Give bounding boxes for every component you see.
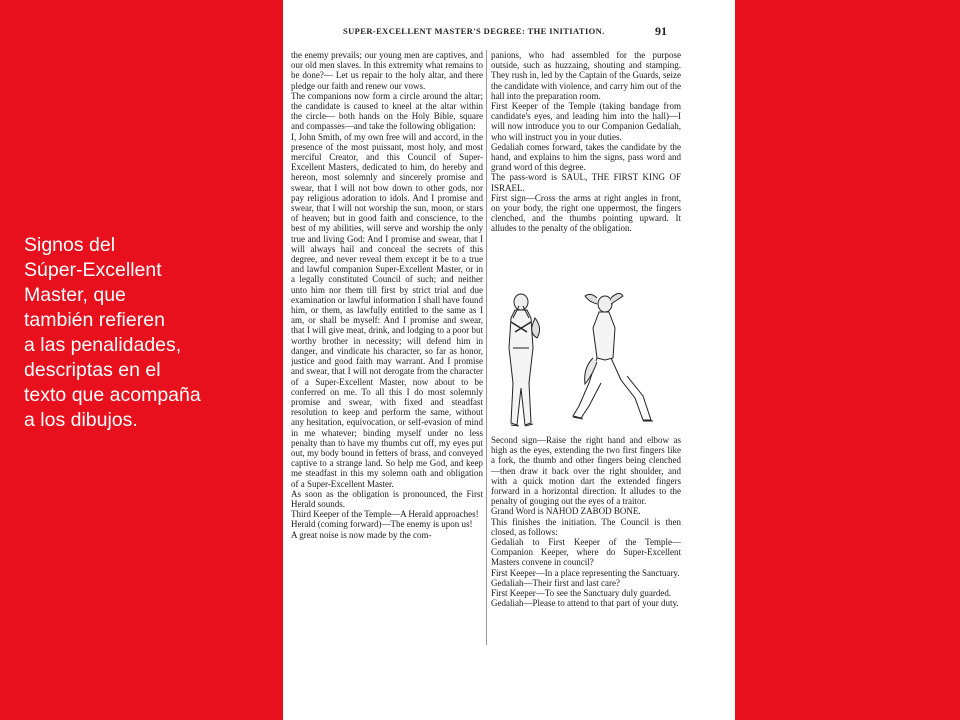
right-column-text-bottom: Second sign—Raise the right hand and elbow as high as the eyes, extending the two first fingers like a fork, the thumb and other fingers being clenched—then draw it back over the right shoulder, and with a quick motion dart the extended fingers forward in a horizontal direction. It alludes to the penalty of gouging out the eyes of a traitor. Grand Word is NAHOD ZABOD BONE. This finishes the initiation. The Council is then closed, as follows: Gedaliah to First Keeper of the Temple—Companion Keeper, where do Super-Excellent Masters convene in council? First Keeper—In a place representing the Sanctuary. Gedaliah—Their first and last care? First Keeper—To see the Sanctuary duly guarded. Gedaliah—Please to attend to that part of your duty.	[491, 435, 681, 609]
left-column-text: the enemy prevails; our young men are captives, and our old men slaves. In this extremity what remains to be done?— Let us repair to the holy altar, and there pledge our faith and renew our vows. The companions now form a circle around the altar; the candidate is caused to kneel at the altar within the circle— both hands on the Holy Bible, square and compasses—and take the following obligation: I, John Smith, of my own free will and accord, in the presence of the most puissant, most holy, and most merciful Creator, and this Council of Super-Excellent Masters, dedicated to him, do hereby and hereon, most solemnly and sincerely promise and swear, that I will not bow down to other gods, nor pay religious adoration to idols. And I promise and swear, that I will not worship the sun, moon, or stars of heaven; but in good faith and conscience, to the best of my abilities, will serve and worship the only true and living God: And I promise and swear, that I will always hail and conceal the secrets of this degree, and never reveal them except it be to a true and lawful companion Super-Excellent Master, or in a legally constituted Council of such; and neither unto him nor them till first by strict trial and due examination or lawful information I shall have found him, or them, as lawfully entitled to the same as I am, or shall be myself: And I promise and swear, that I will give meat, drink, and lodging to a poor but worthy brother in necessity; will defend him in danger, and vindicate his character, so far as honor, justice and good faith may warrant. And I promise and swear, that I will not derogate from the character of a Super-Excellent Master, now about to be conferred on me. To all this I do most solemnly promise and swear, with fixed and steadfast resolution to keep and perform the same, without any hesitation, equivocation, or self-evasion of mind in me whatever; binding myself under no less penalty than to have my thumbs cut off, my eyes put out, my body bound in fetters of brass, and conveyed captive to a strange land. So help me God, and keep me steadfast in this my solemn oath and obligation of a Super-Excellent Master. As soon as the obligation is pronounced, the First Herald sounds. Third Keeper of the Temple—A Herald approaches! Herald (coming forward)—The enemy is upon us! A great noise is now made by the com-	[291, 50, 483, 540]
slide-caption: Signos del Súper-Excellent Master, que también refieren a las penalidades, descriptas en el texto que acompaña a los dibujos.	[24, 234, 201, 431]
sign-illustrations	[493, 288, 681, 433]
column-divider	[486, 50, 487, 645]
right-column-text-top: panions, who had assembled for the purpose outside, such as huzzaing, shouting and stamping. They rush in, led by the Captain of the Guards, seize the candidate with violence, and carry him out of the hall into the preparation room. First Keeper of the Temple (taking bandage from candidate's eyes, and leading him into the hall)—I will now introduce you to our Companion Gedaliah, who will instruct you in your duties. Gedaliah comes forward, takes the candidate by the hand, and explains to him the signs, pass word and grand word of this degree. The pass-word is SAUL, THE FIRST KING OF ISRAEL. First sign—Cross the arms at right angles in front, on your body, the right one uppermost, the fingers clenched, and the thumbs pointing upward. It alludes to the penalty of the obligation.	[491, 50, 681, 234]
first-sign-figure	[509, 294, 540, 426]
running-head: SUPER-EXCELLENT MASTER'S DEGREE: THE INITIATION.	[343, 26, 605, 36]
book-page-scan	[283, 0, 735, 720]
page-number: 91	[655, 24, 667, 38]
second-sign-figure	[573, 293, 653, 421]
